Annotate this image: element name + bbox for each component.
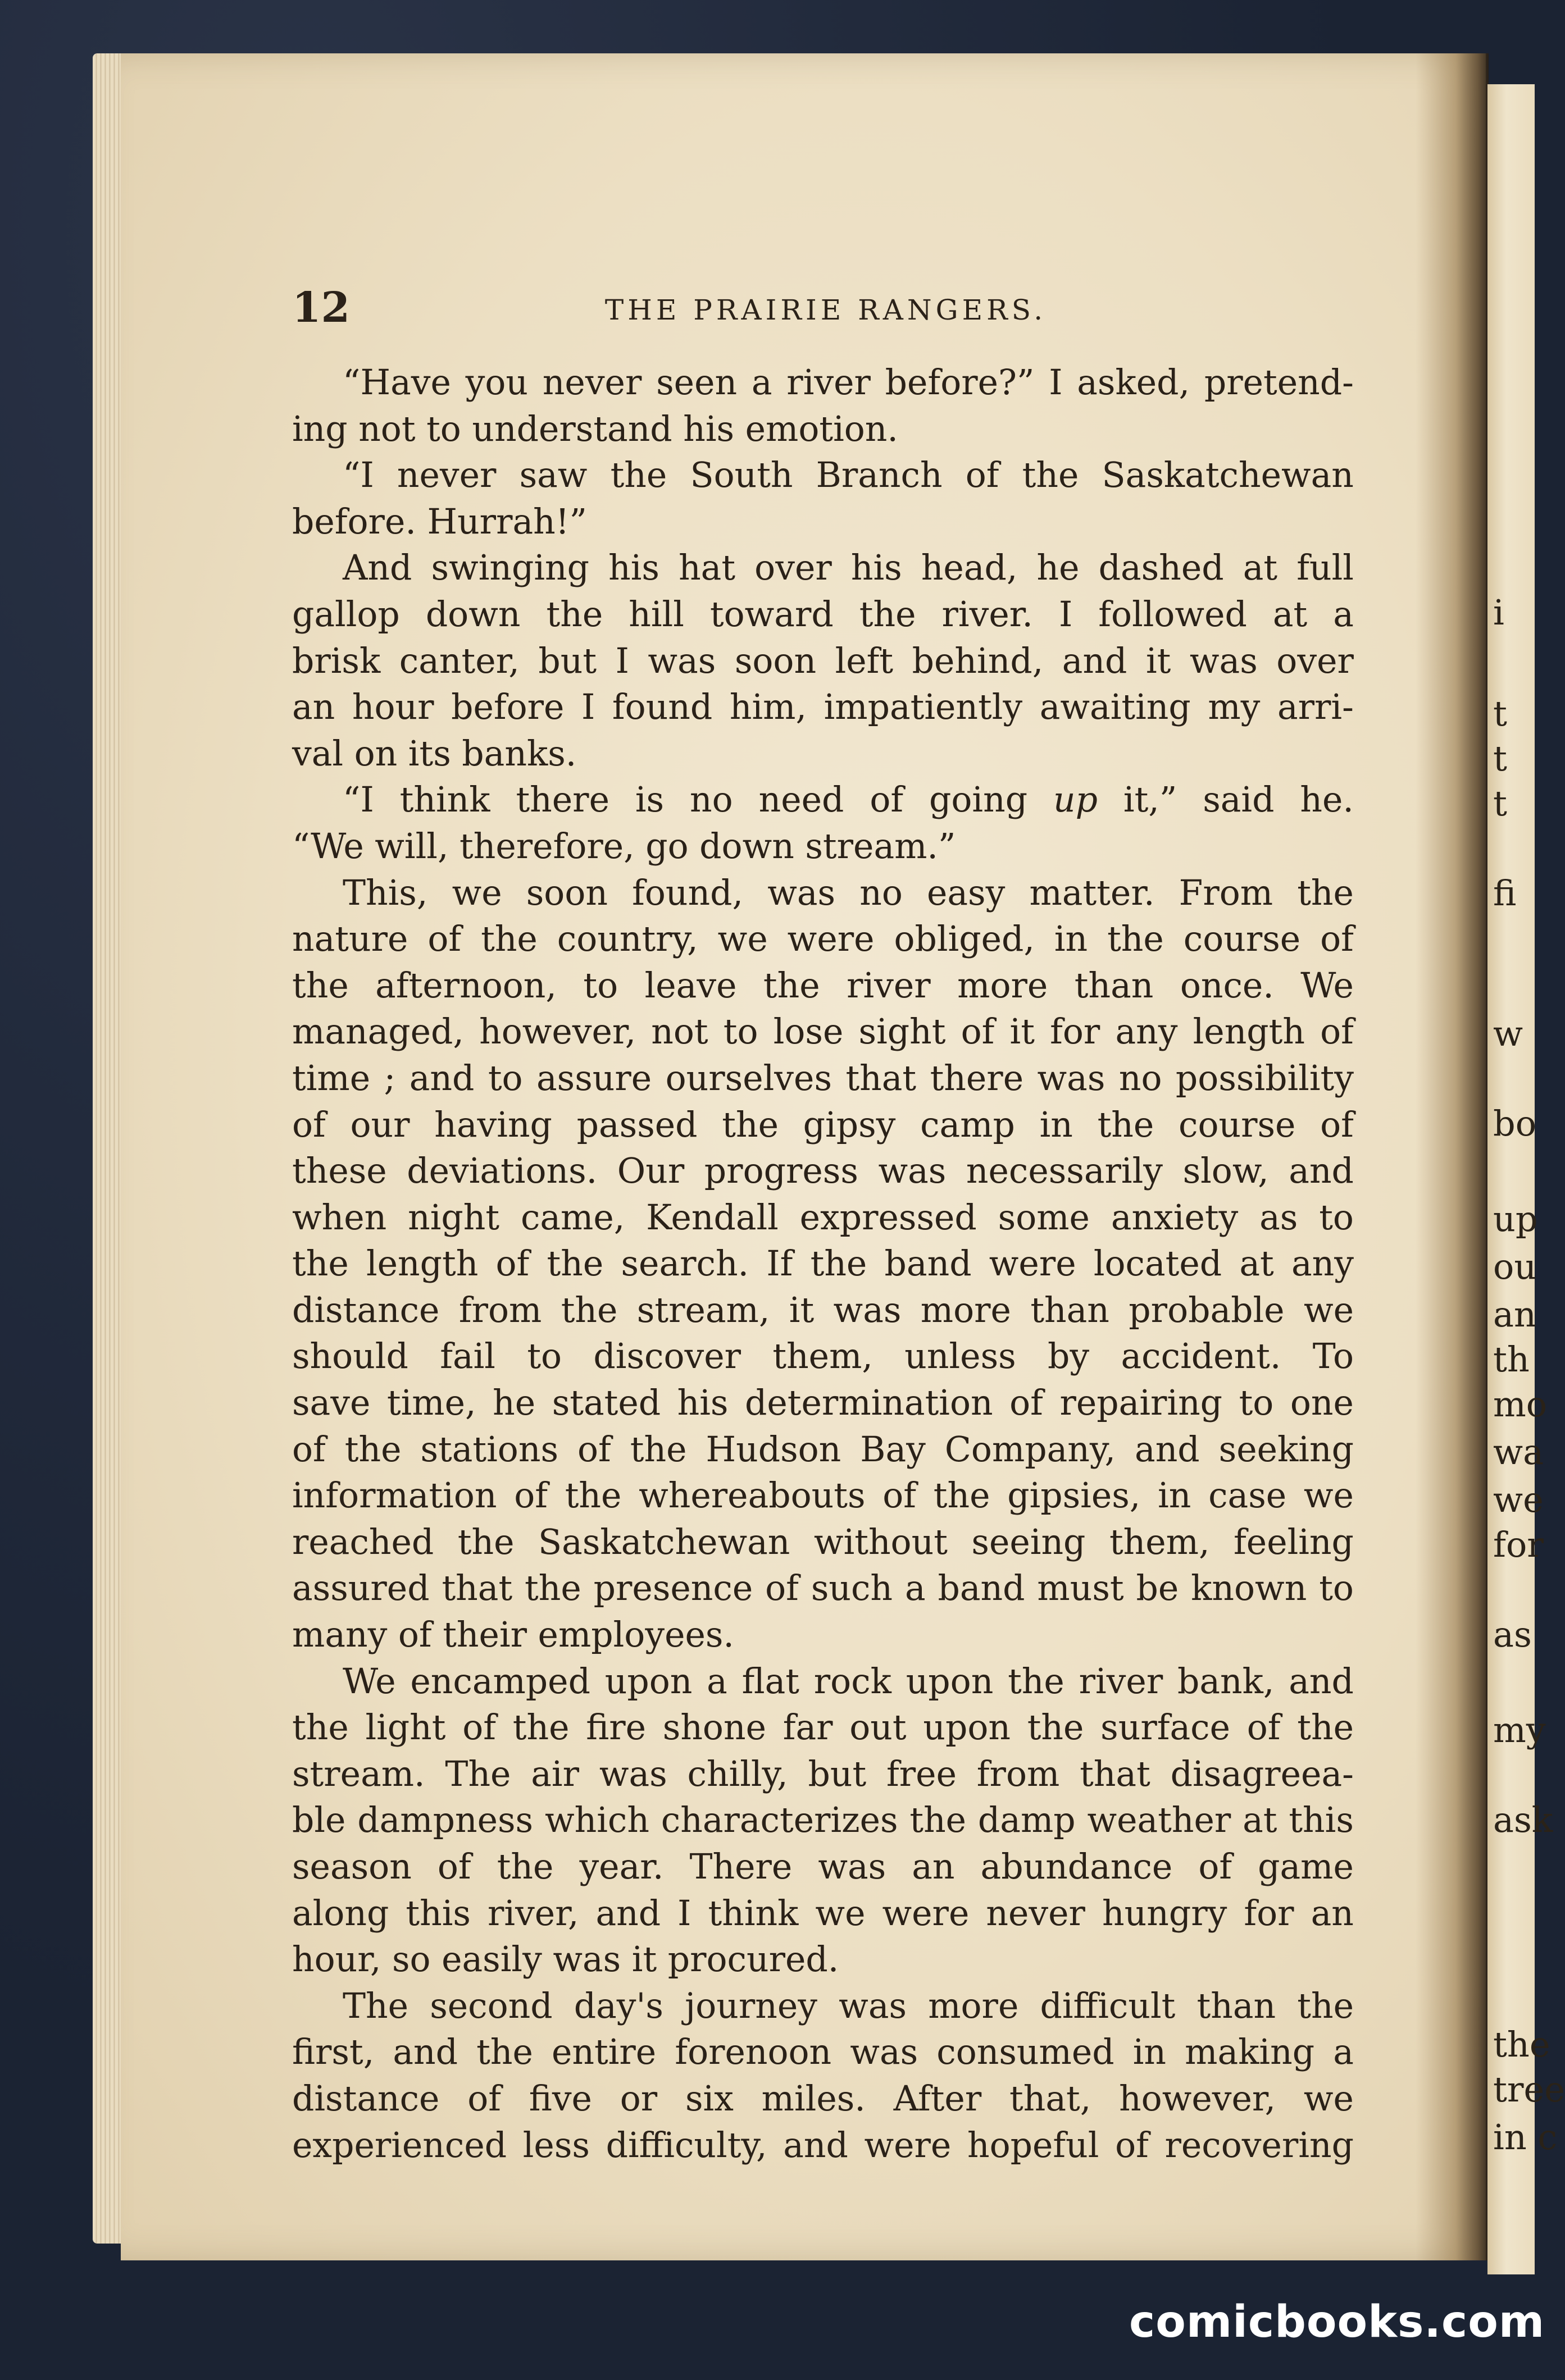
text-line: assured that the presence of such a band must be known to [292, 1568, 1354, 1609]
facing-page-fragment: in c [1493, 2117, 1558, 2158]
text-line: experienced less difficulty, and were hopeful of recovering [292, 2124, 1354, 2165]
facing-page-fragment: tree [1493, 2069, 1565, 2110]
facing-page-fragment: we [1493, 1479, 1544, 1520]
text-line: of our having passed the gipsy camp in the course of [292, 1104, 1354, 1145]
text-line: season of the year. There was an abundance of game [292, 1846, 1354, 1887]
text-line: “We will, therefore, go down stream.” [292, 826, 956, 867]
text-line: “Have you never seen a river before?” I asked, pretend- [343, 362, 1354, 403]
facing-page-fragment: ou [1493, 1246, 1537, 1287]
facing-page-fragment: my [1493, 1709, 1546, 1750]
text-line: brisk canter, but I was soon left behind, and it was over [292, 640, 1354, 681]
facing-page-fragment: t [1493, 738, 1507, 779]
text-line: This, we soon found, was no easy matter. From the [343, 872, 1354, 913]
text-line: And swinging his hat over his head, he dashed at full [343, 548, 1354, 589]
text-line: of the stations of the Hudson Bay Company, and seeking [292, 1429, 1354, 1470]
text-line: the length of the search. If the band were located at any [292, 1243, 1354, 1284]
text-line: We encamped upon a flat rock upon the river bank, and [343, 1661, 1354, 1702]
facing-page-fragment: wa [1493, 1431, 1544, 1472]
text-line: distance of five or six miles. After that, however, we [292, 2078, 1354, 2119]
facing-page-fragment: an [1493, 1294, 1536, 1335]
text-line: an hour before I found him, impatiently awaiting my arri- [292, 687, 1354, 728]
watermark: comicbooks.com [1129, 2297, 1545, 2347]
page-gutter [1416, 53, 1489, 2260]
text-line: nature of the country, we were obliged, in the course of [292, 919, 1354, 960]
page-number: 12 [292, 284, 350, 332]
text-line: reached the Saskatchewan without seeing them, feeling [292, 1521, 1354, 1562]
text-line: along this river, and I think we were never hungry for an [292, 1893, 1354, 1934]
text-line: ing not to understand his emotion. [292, 408, 898, 449]
text-line: these deviations. Our progress was necessarily slow, and [292, 1151, 1354, 1192]
facing-page-fragment: for [1493, 1524, 1544, 1565]
facing-page-fragment: t [1493, 783, 1507, 824]
facing-page-fragment: i [1493, 592, 1504, 633]
facing-page-fragment: fi [1493, 873, 1517, 914]
text-line: first, and the entire forenoon was consumed in making a [292, 2032, 1354, 2073]
facing-page-fragment: t [1493, 693, 1507, 734]
facing-page-fragment: mo [1493, 1384, 1548, 1425]
facing-page-fragment: as [1493, 1614, 1532, 1655]
text-line: when night came, Kendall expressed some anxiety as to [292, 1197, 1354, 1238]
text-line: many of their employees. [292, 1615, 734, 1656]
text-line: hour, so easily was it procured. [292, 1939, 839, 1980]
facing-page-fragment: ask [1493, 1799, 1553, 1840]
page-header [292, 284, 1359, 334]
running-head: THE PRAIRIE RANGERS. [604, 294, 1047, 326]
text-line: ble dampness which characterizes the damp weather at this [292, 1800, 1354, 1841]
text-line: val on its banks. [292, 733, 577, 774]
text-line: save time, he stated his determination of repairing to one [292, 1383, 1354, 1424]
text-line: “I think there is no need of going up it,” said he. [343, 779, 1354, 820]
text-line: time ; and to assure ourselves that there was no possibility [292, 1057, 1354, 1098]
facing-page-edge [1487, 84, 1565, 2274]
text-line: gallop down the hill toward the river. I followed at a [292, 594, 1354, 635]
text-line: the afternoon, to leave the river more than once. We [292, 965, 1354, 1006]
facing-page-fragment: bo [1493, 1103, 1537, 1144]
text-line: before. Hurrah!” [292, 501, 587, 542]
text-line: the light of the fire shone far out upon the surface of the [292, 1707, 1354, 1748]
facing-page-fragment: up [1493, 1198, 1538, 1239]
text-line: stream. The air was chilly, but free from that disagreea- [292, 1753, 1354, 1794]
text-line: information of the whereabouts of the gipsies, in case we [292, 1475, 1354, 1516]
body-text [292, 359, 1354, 2168]
text-line: managed, however, not to lose sight of it for any length of [292, 1011, 1354, 1052]
text-line: should fail to discover them, unless by accident. To [292, 1336, 1354, 1377]
facing-page-fragment: w [1493, 1013, 1523, 1054]
facing-page-fragment: the [1493, 2024, 1550, 2065]
text-line: “I never saw the South Branch of the Saskatchewan [343, 455, 1354, 496]
text-line: The second day's journey was more difficult than the [343, 1985, 1354, 2026]
facing-page-fragment: th [1493, 1339, 1530, 1380]
text-line: distance from the stream, it was more than probable we [292, 1289, 1354, 1330]
